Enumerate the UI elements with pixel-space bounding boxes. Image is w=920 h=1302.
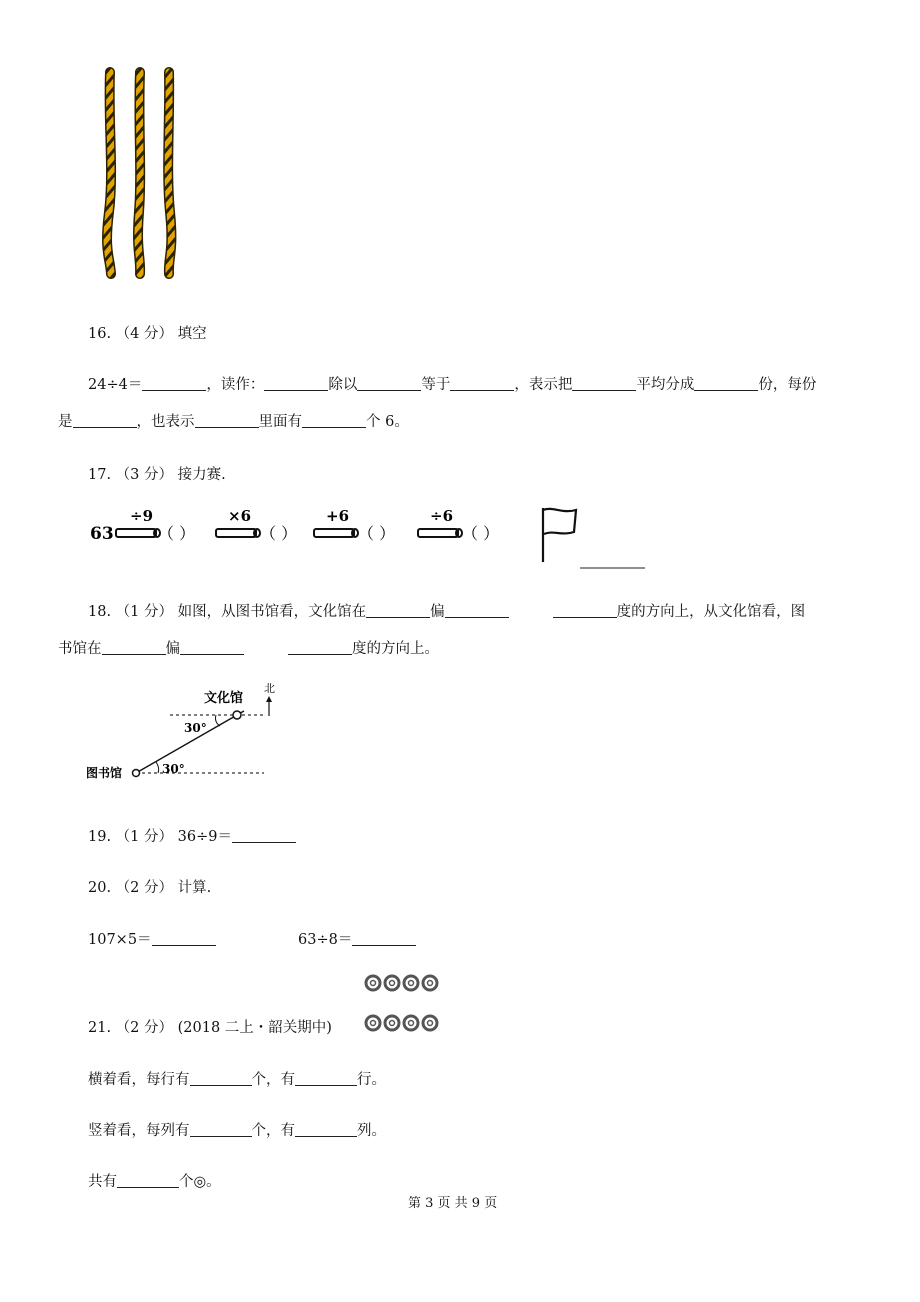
baton-2: [216, 529, 256, 537]
q21-line2: 竖着看，每列有 个，有 列。: [88, 1123, 386, 1139]
q18-line2: 书馆在 偏 度的方向上。: [58, 641, 439, 657]
q18-line1: 18. （1 分） 如图，从图书馆看，文化馆在 偏 度的方向上，从文化馆看，图: [88, 604, 806, 620]
wenhua-point: [233, 711, 241, 719]
q21-line3: 共有 个◎。: [88, 1174, 221, 1190]
angle-bottom-label: 30°: [162, 762, 185, 776]
direction-figure: [86, 676, 286, 786]
answer-blank[interactable]: [73, 413, 137, 428]
q21-line1: 横着看，每行有 个，有 行。: [88, 1072, 386, 1088]
answer-blank[interactable]: [180, 640, 244, 655]
north-label: 北: [264, 682, 275, 695]
answer-blank[interactable]: [232, 828, 296, 843]
answer-blank[interactable]: [117, 1173, 179, 1188]
q16-line2: 是 ，也表示 里面有 个 6。: [58, 414, 409, 430]
baton-1: [116, 529, 156, 537]
relay-paren-2: （ ）: [260, 524, 298, 543]
answer-blank[interactable]: [366, 603, 430, 618]
q21-header: 21. （2 分） (2018 二上・韶关期中): [88, 1020, 332, 1036]
answer-blank[interactable]: [694, 376, 758, 391]
wenhua-label: 文化馆: [204, 691, 244, 706]
answer-blank[interactable]: [288, 640, 352, 655]
q20-expr-2: 63÷8＝: [298, 928, 416, 949]
rope-illustration: [92, 62, 192, 282]
relay-start: 63: [90, 524, 114, 544]
answer-blank[interactable]: [152, 931, 216, 946]
answer-blank[interactable]: [295, 1122, 357, 1137]
relay-paren-4: （ ）: [462, 524, 500, 543]
flag-icon: [543, 508, 576, 562]
answer-blank[interactable]: [190, 1071, 252, 1086]
answer-blank[interactable]: [102, 640, 166, 655]
q20-expr-1: 107×5＝: [88, 928, 216, 949]
baton-3: [314, 529, 354, 537]
circle-row-2: [366, 1016, 437, 1030]
q16-line1: 24÷4＝ ，读作： 除以 等于 ，表示把 平均分成 份，每份: [88, 377, 817, 393]
answer-blank[interactable]: [264, 376, 328, 391]
q20-header: 20. （2 分） 计算.: [88, 880, 212, 896]
page-footer: 第 3 页 共 9 页: [408, 1196, 498, 1211]
answer-blank[interactable]: [142, 376, 206, 391]
answer-blank[interactable]: [302, 413, 366, 428]
q16-header: 16. （4 分） 填空: [88, 326, 207, 342]
relay-diagram: [88, 502, 648, 574]
tushu-label: 图书馆: [86, 766, 123, 780]
answer-blank[interactable]: [450, 376, 514, 391]
baton-4: [418, 529, 458, 537]
answer-blank[interactable]: [195, 413, 259, 428]
relay-op-1: ÷9: [130, 507, 154, 525]
relay-paren-3: （ ）: [358, 524, 396, 543]
answer-blank[interactable]: [357, 376, 421, 391]
circle-array: [364, 972, 444, 1034]
relay-op-4: ÷6: [430, 507, 454, 525]
answer-blank[interactable]: [572, 376, 636, 391]
relay-op-2: ×6: [228, 507, 252, 525]
answer-blank[interactable]: [295, 1071, 357, 1086]
answer-blank[interactable]: [352, 931, 416, 946]
q19-line: 19. （1 分） 36÷9＝: [88, 825, 296, 846]
q17-header: 17. （3 分） 接力赛.: [88, 467, 226, 483]
answer-blank[interactable]: [445, 603, 509, 618]
tushu-point: [133, 770, 140, 777]
angle-top-label: 30°: [184, 721, 207, 735]
relay-paren-1: （ ）: [158, 524, 196, 543]
circle-row-1: [366, 976, 437, 990]
answer-blank[interactable]: [190, 1122, 252, 1137]
answer-blank[interactable]: [553, 603, 617, 618]
relay-op-3: +6: [326, 507, 350, 525]
